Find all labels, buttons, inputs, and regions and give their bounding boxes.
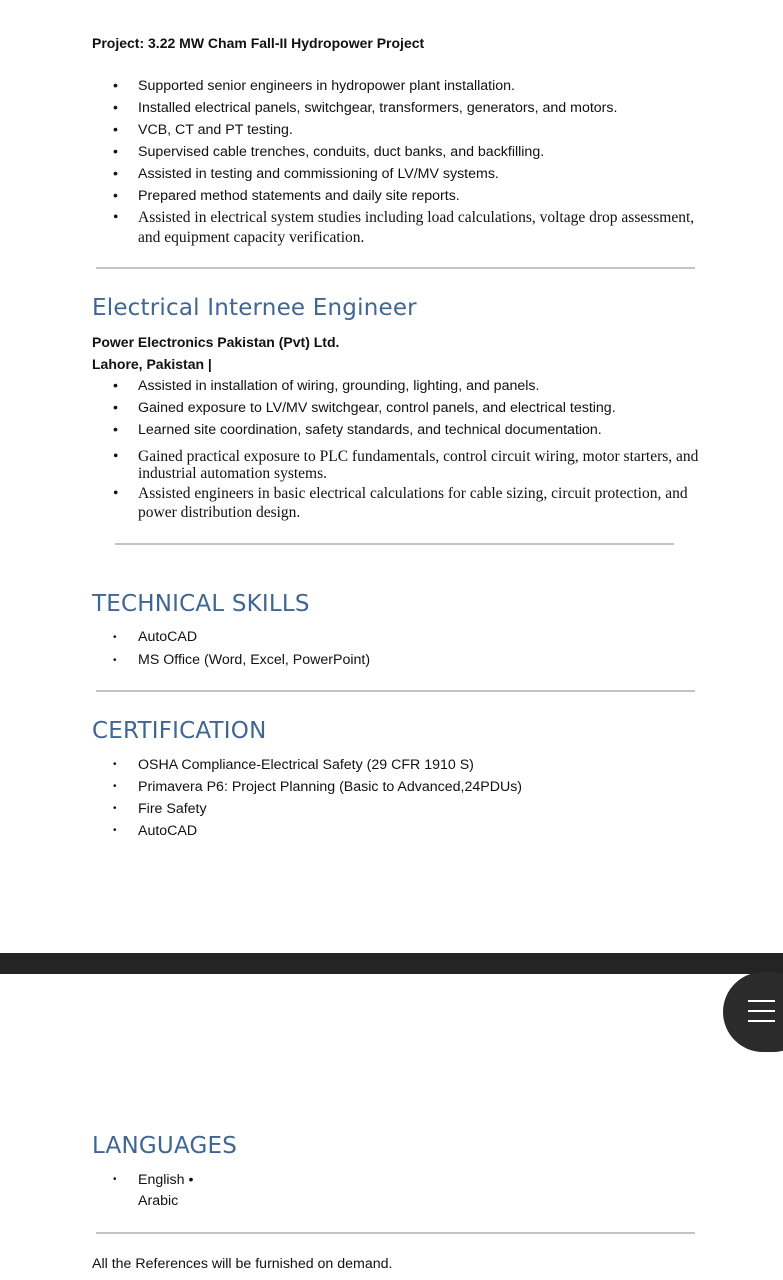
list-item: • Supported senior engineers in hydropower plant installation.	[113, 75, 703, 97]
list-item: • OSHA Compliance-Electrical Safety (29 CFR 1910 S)	[113, 754, 703, 776]
section-divider	[115, 543, 674, 545]
skills-list	[113, 626, 703, 672]
section-heading-certification: CERTIFICATION	[92, 718, 267, 744]
list-item: • Assisted engineers in basic electrical calculations for cable sizing, circuit protection, and power distribution design.	[113, 484, 703, 522]
list-item: • Assisted in electrical system studies including load calculations, voltage drop assessment, and equipment capacity verification.	[113, 208, 703, 247]
section-divider	[96, 267, 695, 269]
section-heading-languages: LANGUAGES	[92, 1133, 238, 1159]
internship-bullets	[113, 375, 703, 441]
project-bullets	[113, 75, 703, 207]
language-line: • English •	[138, 1172, 194, 1188]
list-item: • MS Office (Word, Excel, PowerPoint)	[113, 649, 703, 672]
list-item: • Primavera P6: Project Planning (Basic to Advanced,24PDUs)	[113, 776, 703, 798]
list-item: • Prepared method statements and daily site reports.	[113, 185, 703, 207]
list-item: • Supervised cable trenches, conduits, duct banks, and backfilling.	[113, 141, 703, 163]
list-item: • Learned site coordination, safety standards, and technical documentation.	[113, 419, 703, 441]
section-divider	[96, 1232, 695, 1234]
list-item: • Assisted in installation of wiring, grounding, lighting, and panels.	[113, 375, 703, 397]
list-item: • Gained exposure to LV/MV switchgear, control panels, and electrical testing.	[113, 397, 703, 419]
section-divider	[96, 690, 695, 692]
list-item	[113, 1169, 703, 1212]
page-break-bar	[0, 953, 783, 974]
project-bullets-serif	[113, 208, 703, 247]
project-title: Project: 3.22 MW Cham Fall-II Hydropower Project	[92, 35, 425, 51]
references-note: All the References will be furnished on demand.	[92, 1256, 393, 1272]
list-item: • VCB, CT and PT testing.	[113, 119, 703, 141]
language-line: Arabic	[138, 1193, 179, 1209]
section-heading-skills: TECHNICAL SKILLS	[92, 591, 310, 617]
certification-list	[113, 754, 703, 842]
list-item: • AutoCAD	[113, 820, 703, 842]
list-item: • Gained practical exposure to PLC fundamentals, control circuit wiring, motor starters, and industrial automation systems.	[113, 448, 703, 482]
job-location: Lahore, Pakistan |	[92, 356, 212, 372]
menu-button[interactable]	[723, 972, 783, 1052]
languages-list	[113, 1169, 703, 1212]
company-name: Power Electronics Pakistan (Pvt) Ltd.	[92, 334, 340, 350]
list-item: • AutoCAD	[113, 626, 703, 649]
internship-bullets-serif	[113, 448, 703, 522]
list-item: • Fire Safety	[113, 798, 703, 820]
list-item: • Installed electrical panels, switchgear, transformers, generators, and motors.	[113, 97, 703, 119]
list-item: • Assisted in testing and commissioning of LV/MV systems.	[113, 163, 703, 185]
section-heading-internship: Electrical Internee Engineer	[92, 295, 417, 321]
